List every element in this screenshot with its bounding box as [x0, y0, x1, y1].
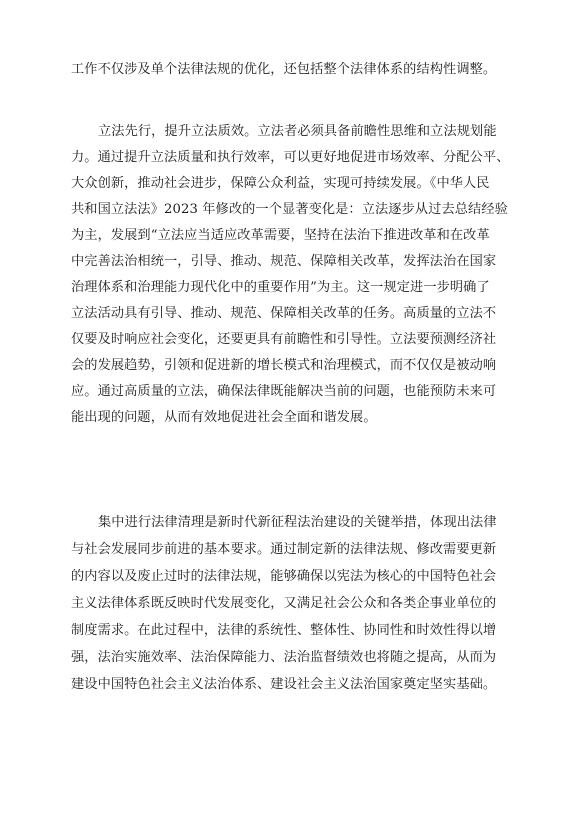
paragraph-first-line: 集中进行法律清理是新时代新征程法治建设的关键举措，体现出法律 — [98, 515, 497, 530]
text-line: 强，法治实施效率、法治保障能力、法治监督绩效也将随之提高，从而为 — [71, 650, 497, 665]
text-line: 中完善法治相统一，引导、推动、规范、保障相关改革，发挥法治在国家 — [71, 254, 497, 269]
text-line: 为主，发展到“立法应当适应改革需要，坚持在法治下推进改革和在改革 — [71, 228, 490, 243]
text-line: 的内容以及废止过时的法律法规，能够确保以宪法为核心的中国特色社会 — [71, 569, 497, 584]
text-line: 仅要及时响应社会变化，还要更具有前瞻性和引导性。立法要预测经济社 — [71, 332, 497, 347]
text-line: 制度需求。在此过程中，法律的系统性、整体性、协同性和时效性得以增 — [71, 623, 497, 638]
text-line: 应。通过高质量的立法，确保法律既能解决当前的问题，也能预防未来可 — [71, 384, 497, 399]
paragraph-first-line: 立法先行，提升立法质效。立法者必须具备前瞻性思维和立法规划能 — [98, 124, 497, 139]
text-line: 与社会发展同步前进的基本要求。通过制定新的法律法规、修改需要更新 — [71, 542, 497, 557]
text-line: 共和国立法法》2023 年修改的一个显著变化是：立法逐步从过去总结经验 — [71, 202, 508, 217]
text-line: 力。通过提升立法质量和执行效率，可以更好地促进市场效率、分配公平、 — [71, 150, 510, 165]
text-line: 治理体系和治理能力现代化中的重要作用”为主。这一规定进一步明确了 — [71, 280, 490, 295]
text-line: 能出现的问题，从而有效地促进社会全面和谐发展。 — [71, 410, 377, 425]
text-line: 会的发展趋势，引领和促进新的增长模式和治理模式，而不仅仅是被动响 — [71, 358, 497, 373]
text-line: 主义法律体系既反映时代发展变化，又满足社会公众和各类企事业单位的 — [71, 596, 497, 611]
text-line: 工作不仅涉及单个法律法规的优化，还包括整个法律体系的结构性调整。 — [71, 62, 497, 77]
text-line: 建设中国特色社会主义法治体系、建设社会主义法治国家奠定坚实基础。 — [71, 677, 497, 692]
text-line: 立法活动具有引导、推动、规范、保障相关改革的任务。高质量的立法不 — [71, 306, 497, 321]
text-line: 大众创新，推动社会进步，保障公众利益，实现可持续发展。《中华人民 — [71, 176, 490, 191]
